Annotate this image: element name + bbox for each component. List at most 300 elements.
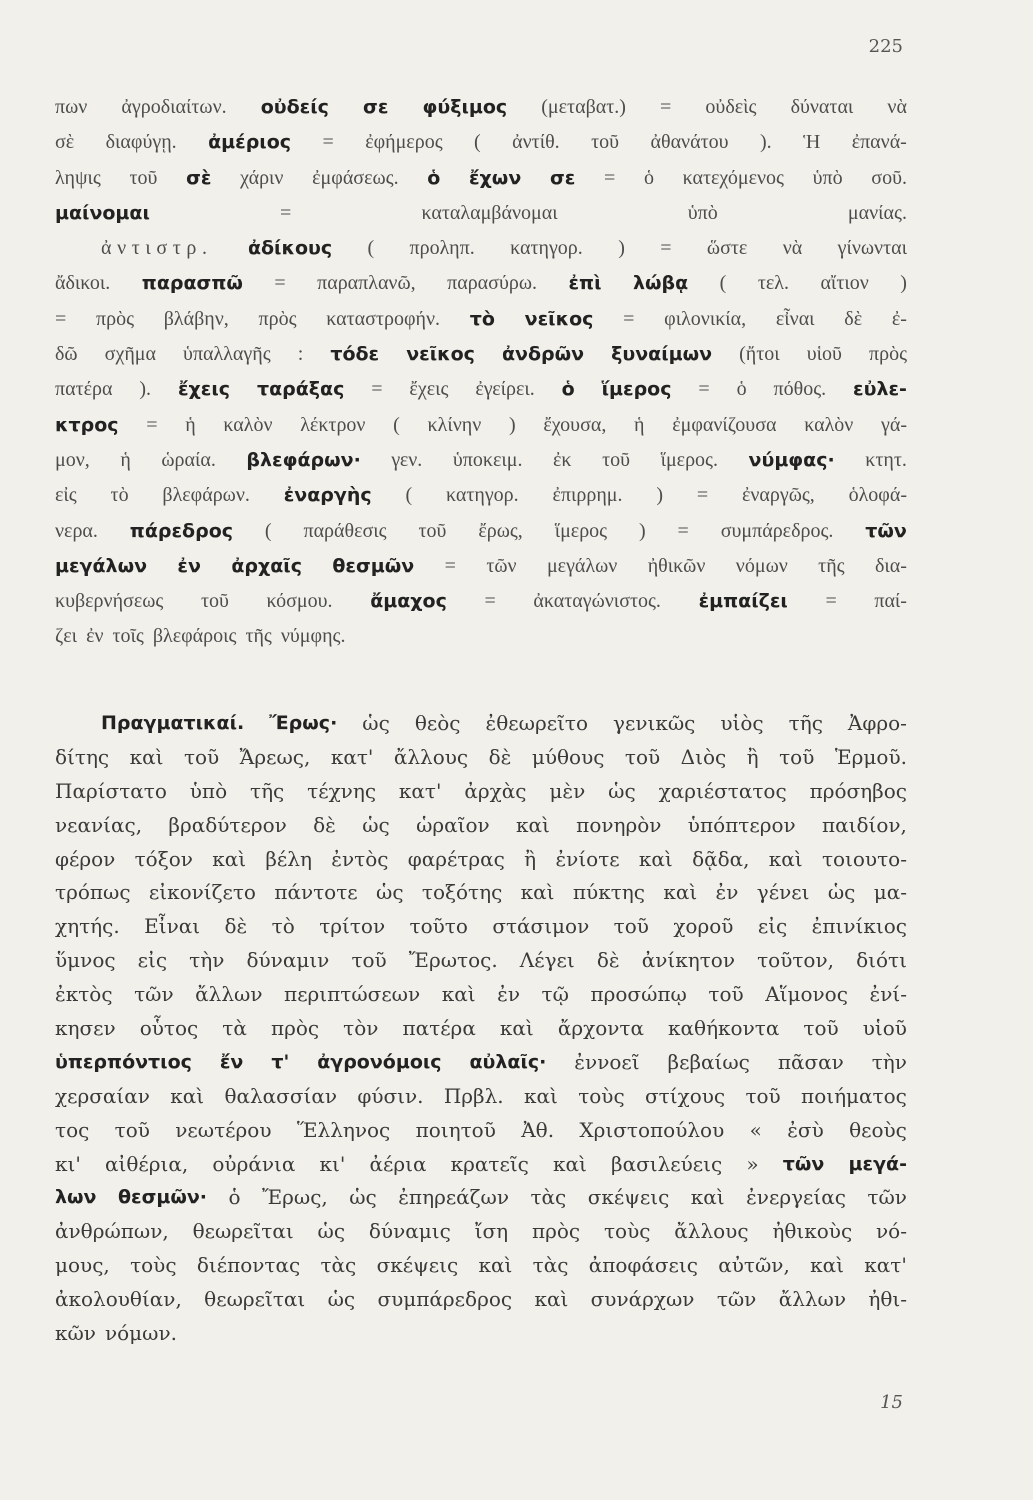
word: τοῦ bbox=[114, 1117, 150, 1142]
word: ἠθικοὺς bbox=[772, 1219, 853, 1244]
word: βραδύτερον bbox=[168, 812, 287, 837]
word: φέρον bbox=[55, 846, 116, 871]
word: τοῦ bbox=[351, 948, 387, 973]
lemma-word: ἵμερος bbox=[601, 378, 672, 401]
word: ἐμφάσεως. bbox=[312, 166, 399, 189]
word: ὡραία. bbox=[161, 448, 216, 471]
main-text-line bbox=[55, 910, 907, 944]
word: ( bbox=[264, 519, 272, 542]
word: καλὸν bbox=[223, 413, 273, 436]
commentary-line bbox=[55, 90, 907, 125]
word: κτητ. bbox=[865, 448, 907, 471]
word: ὑπαλλαγῆς bbox=[183, 343, 271, 366]
word: ἔρως, bbox=[478, 519, 523, 542]
main-text-line bbox=[55, 944, 907, 978]
word: χάριν bbox=[240, 166, 284, 189]
word: καὶ bbox=[534, 1287, 569, 1312]
lemma-word: ἀμέριος bbox=[208, 131, 292, 154]
word: τοῦ bbox=[200, 590, 229, 613]
word: βλεφάροις bbox=[152, 625, 237, 648]
main-text-line bbox=[55, 1249, 907, 1283]
word: ἡ bbox=[185, 413, 196, 436]
word: δὲ bbox=[488, 744, 512, 769]
word: ἄλλους bbox=[674, 1219, 749, 1244]
word: πρὸς bbox=[531, 1219, 581, 1244]
word: Λέγει bbox=[519, 948, 575, 973]
word: αὐτῶν, bbox=[718, 1253, 790, 1278]
commentary-line bbox=[55, 196, 907, 231]
lemma-word: ταράξας bbox=[256, 378, 345, 401]
word: παιδίον, bbox=[821, 812, 907, 837]
lemma-word: πάρεδρος bbox=[129, 519, 234, 542]
word: βέλη bbox=[265, 846, 312, 871]
commentary-line bbox=[55, 125, 907, 160]
word: τὸ bbox=[271, 914, 295, 939]
word: τῶν bbox=[134, 982, 174, 1007]
word: ὑπὸ bbox=[812, 166, 843, 189]
word: γένει bbox=[756, 880, 810, 905]
word: ἐννοεῖ bbox=[574, 1049, 640, 1074]
lemma-word: ἄμαχος bbox=[370, 590, 447, 613]
word: (μεταβατ.) bbox=[541, 96, 626, 118]
word: ἐπηρεάζων bbox=[398, 1185, 509, 1210]
word: Εἶναι bbox=[144, 914, 201, 939]
word: καὶ bbox=[553, 1151, 587, 1176]
word: γίνωνται bbox=[837, 237, 907, 260]
lemma-word: τῶν bbox=[782, 1152, 825, 1175]
word: μους, bbox=[55, 1253, 110, 1278]
word: μὲν bbox=[549, 778, 586, 803]
word: ἀκολουθίαν, bbox=[55, 1287, 182, 1312]
word: καὶ bbox=[520, 880, 555, 905]
word: τὰς bbox=[530, 1185, 567, 1210]
word: μανίας. bbox=[847, 201, 907, 224]
lemma-word: σὲ bbox=[186, 166, 212, 189]
word: τρόπως bbox=[55, 880, 131, 905]
word: ὑπὸ bbox=[189, 778, 228, 803]
word: πατέρα bbox=[55, 378, 113, 401]
word: καὶ bbox=[690, 1185, 725, 1210]
word: τοῦ bbox=[745, 1083, 781, 1108]
word: ἐνί- bbox=[869, 982, 907, 1007]
word: ). bbox=[759, 131, 772, 154]
word: δῶ bbox=[55, 343, 78, 366]
lemma-word: ἀρχαῖς bbox=[231, 554, 302, 577]
word: = bbox=[322, 131, 334, 154]
lemma-word: ἐπὶ bbox=[568, 272, 602, 295]
lemma-word: νύμφας· bbox=[748, 448, 835, 471]
word: ἐσὺ bbox=[787, 1117, 824, 1142]
word: αἰθέρια, bbox=[105, 1151, 189, 1176]
lemma-word: νεῖκος bbox=[406, 343, 475, 366]
word: Ἀθ. bbox=[521, 1117, 555, 1142]
word: ἄρχοντα bbox=[557, 1016, 644, 1041]
lemma-word: παρασπῶ bbox=[141, 272, 243, 295]
commentary-line bbox=[55, 231, 907, 266]
word: = bbox=[623, 307, 635, 330]
word: ὁ bbox=[643, 166, 654, 189]
word: ἀντιστρ. bbox=[101, 237, 213, 260]
lemma-word: ἀδίκους bbox=[247, 237, 333, 260]
word: ἐφήμερος bbox=[365, 131, 443, 154]
word: χαριέστατος bbox=[658, 778, 787, 803]
commentary-line bbox=[55, 514, 907, 549]
word: = bbox=[825, 590, 837, 613]
word: ἢ bbox=[746, 744, 759, 769]
word: ἀθανάτου bbox=[650, 131, 729, 154]
commentary-line bbox=[55, 266, 907, 301]
word: τοὺς bbox=[130, 1253, 177, 1278]
word: ἐντὸς bbox=[331, 846, 389, 871]
commentary-line bbox=[55, 619, 907, 654]
word: παί- bbox=[874, 590, 907, 613]
word: κατηγορ. bbox=[510, 237, 583, 260]
word: πᾶσαν bbox=[777, 1049, 844, 1074]
word: κατηγορ. bbox=[445, 484, 519, 507]
word: καταλαμβάνομαι bbox=[421, 201, 558, 224]
commentary-line bbox=[55, 302, 907, 337]
lemma-word: μαίνομαι bbox=[55, 201, 150, 224]
word: περιπτώσεων bbox=[284, 982, 421, 1007]
lemma-word: τόδε bbox=[330, 343, 380, 366]
word: πων bbox=[55, 96, 88, 118]
main-text-line bbox=[55, 1317, 907, 1351]
word: ἐγείρει. bbox=[475, 378, 535, 401]
word: ἄλλων bbox=[195, 982, 263, 1007]
word: = bbox=[603, 166, 616, 189]
lemma-word: σε bbox=[549, 166, 576, 189]
word: ἵμερος. bbox=[660, 448, 718, 471]
word: πονηρὸν bbox=[576, 812, 662, 837]
word: καὶ bbox=[129, 744, 164, 769]
word: ὡς bbox=[362, 812, 390, 837]
word: τὰς bbox=[532, 1253, 569, 1278]
word: ὑπόπτερον bbox=[687, 812, 796, 837]
word: ) bbox=[508, 413, 516, 436]
word: πύκτης bbox=[572, 880, 645, 905]
lemma-word: ὁ bbox=[561, 378, 575, 401]
word: κατ' bbox=[330, 744, 374, 769]
word: ὁ bbox=[228, 1185, 241, 1210]
word: = bbox=[660, 96, 672, 118]
word: λέκτρον bbox=[300, 413, 366, 436]
word: καὶ bbox=[499, 1016, 534, 1041]
word: ὡς bbox=[608, 778, 636, 803]
word: (ἤτοι bbox=[739, 343, 780, 366]
word: σκέψεις bbox=[587, 1185, 670, 1210]
word: σκέψεις bbox=[376, 1253, 459, 1278]
word: μύθους bbox=[531, 744, 605, 769]
word: πρὸς bbox=[869, 343, 907, 366]
word: τοξότης bbox=[421, 880, 503, 905]
word: εἰς bbox=[55, 484, 77, 507]
word: θεωρεῖται bbox=[204, 1287, 306, 1312]
word: δύναται bbox=[790, 96, 854, 118]
word: ἴση bbox=[474, 1219, 509, 1244]
page-number: 225 bbox=[868, 36, 903, 57]
word: « bbox=[749, 1117, 762, 1142]
word: τῆς bbox=[245, 625, 272, 648]
word: ἔχεις bbox=[409, 378, 449, 401]
word: συνάρχων bbox=[590, 1287, 695, 1312]
word: = bbox=[484, 590, 496, 613]
word: ἄλλων bbox=[778, 1287, 847, 1312]
lemma-word: μεγάλων bbox=[55, 554, 148, 577]
main-text-line bbox=[55, 1080, 907, 1114]
word: δὲ bbox=[313, 812, 336, 837]
main-text-line bbox=[55, 978, 907, 1012]
word: ὁλοφά- bbox=[848, 484, 907, 507]
word: τοῦ bbox=[602, 448, 631, 471]
word: Ἑρμοῦ. bbox=[834, 744, 907, 769]
lemma-word: φύξιμος bbox=[422, 96, 508, 118]
lemma-word: οὐδείς bbox=[260, 96, 329, 118]
word: γεν. bbox=[391, 448, 423, 471]
word: Ἄρεως, bbox=[239, 744, 311, 769]
word: τῶν bbox=[867, 1185, 907, 1210]
word: εἰκονίζετο bbox=[148, 880, 256, 905]
word: = bbox=[444, 554, 456, 577]
word: στίχους bbox=[645, 1083, 726, 1108]
word: ἐναργῶς, bbox=[741, 484, 815, 507]
word: ). bbox=[139, 378, 152, 401]
word: = bbox=[274, 272, 286, 295]
word: βλάβην, bbox=[163, 307, 229, 330]
word: τοὺς bbox=[603, 1219, 651, 1244]
word: καθήκοντα bbox=[668, 1016, 780, 1041]
word: μα- bbox=[873, 880, 907, 905]
word: οὗτος bbox=[139, 1016, 199, 1041]
lemma-word: ξυναίμων bbox=[611, 343, 713, 366]
main-text-line bbox=[55, 1114, 907, 1148]
commentary-section bbox=[55, 90, 907, 655]
word: = bbox=[677, 519, 689, 542]
lemma-word: λώβᾳ bbox=[632, 272, 689, 295]
main-text-line bbox=[55, 775, 907, 809]
word: = bbox=[698, 378, 710, 401]
lemma-word: βλεφάρων· bbox=[246, 448, 361, 471]
word: κησεν bbox=[55, 1016, 116, 1041]
word: καὶ bbox=[638, 846, 673, 871]
word: ἐ- bbox=[891, 307, 907, 330]
word: εἰς bbox=[137, 948, 168, 973]
word: τοῦ bbox=[624, 744, 661, 769]
word: ἀντίθ. bbox=[512, 131, 560, 154]
word: ἀγροδιαίτων. bbox=[121, 96, 227, 118]
lemma-word: ἔν bbox=[219, 1050, 244, 1073]
word: ) bbox=[656, 484, 664, 507]
word: ἐκ bbox=[553, 448, 572, 471]
word: τὴν bbox=[189, 948, 225, 973]
word: βεβαίως bbox=[667, 1049, 750, 1074]
word: = bbox=[280, 201, 292, 224]
word: τρίτον bbox=[319, 914, 386, 939]
word: κρατεῖς bbox=[450, 1151, 529, 1176]
main-text-line bbox=[55, 707, 907, 741]
word: νύμφης. bbox=[280, 625, 346, 648]
word: Ἕλληνος bbox=[296, 1117, 391, 1142]
word: ἠθι- bbox=[868, 1287, 907, 1312]
main-text-line bbox=[55, 1283, 907, 1317]
commentary-line bbox=[55, 408, 907, 443]
word: » bbox=[746, 1151, 759, 1176]
word: εἰς bbox=[757, 914, 788, 939]
word: διέποντας bbox=[196, 1253, 301, 1278]
word: : bbox=[297, 343, 304, 366]
word: θεὸς bbox=[414, 711, 461, 735]
commentary-line bbox=[55, 549, 907, 584]
word: ἀρχὰς bbox=[464, 778, 527, 803]
word: δύναμις bbox=[368, 1219, 451, 1244]
main-text-line bbox=[55, 1148, 907, 1182]
word: κι' bbox=[55, 1151, 81, 1176]
commentary-line bbox=[55, 337, 907, 372]
word: πρὸς bbox=[270, 1016, 320, 1041]
word: ἐπανά- bbox=[851, 131, 907, 154]
main-text-line bbox=[55, 843, 907, 877]
word: πόθος. bbox=[773, 378, 827, 401]
word: ( bbox=[474, 131, 481, 154]
word: ὡς bbox=[827, 880, 856, 905]
word: ὡς bbox=[376, 880, 404, 905]
commentary-line bbox=[55, 443, 907, 478]
word: ἐπιρρημ. bbox=[552, 484, 623, 507]
word: = bbox=[146, 413, 158, 436]
word: οὐδεὶς bbox=[705, 96, 757, 118]
word: στάσιμον bbox=[492, 914, 590, 939]
word: χοροῦ bbox=[673, 914, 734, 939]
word: συμπάρεδρος. bbox=[720, 519, 834, 542]
word: καταστροφήν. bbox=[326, 307, 440, 330]
word: ἐμφανίζουσα bbox=[672, 413, 777, 436]
word: ἡ bbox=[634, 413, 645, 436]
word: τὰς bbox=[320, 1253, 357, 1278]
word: θεοὺς bbox=[849, 1117, 907, 1142]
word: φιλονικία, bbox=[664, 307, 747, 330]
word: ἐπινίκιος bbox=[811, 914, 907, 939]
word: ἡ bbox=[120, 448, 131, 471]
word: εἶναι bbox=[775, 307, 815, 330]
word: θαλασσίαν bbox=[224, 1083, 337, 1108]
lemma-word: ἐμπαίζει bbox=[698, 590, 788, 613]
word: ) bbox=[638, 519, 646, 542]
word: κι' bbox=[319, 1151, 346, 1176]
word: = bbox=[660, 237, 672, 260]
word: ἄλλους bbox=[393, 744, 469, 769]
commentary-line bbox=[55, 161, 907, 196]
word: ὡς bbox=[362, 711, 390, 735]
word: ποιήματος bbox=[801, 1083, 907, 1108]
word: δᾷδα, bbox=[692, 846, 750, 871]
word: τοῦ bbox=[779, 744, 815, 769]
word: ἐνίοτε bbox=[555, 846, 620, 871]
word: ἄδικοι. bbox=[55, 272, 111, 295]
word: ὡς bbox=[317, 1219, 346, 1244]
main-text-line bbox=[55, 1215, 907, 1249]
word: ( bbox=[719, 272, 727, 295]
lemma-word: Πραγματικαί. bbox=[101, 712, 245, 734]
lemma-word: νεῖκος bbox=[524, 307, 594, 330]
word: συμπάρεδρος bbox=[377, 1287, 513, 1312]
word: δίτης bbox=[55, 744, 110, 769]
word: ἐν bbox=[86, 625, 104, 648]
word: κῶν bbox=[55, 1321, 96, 1346]
word: τοιουτο- bbox=[821, 846, 907, 871]
word: Ἔρωτος. bbox=[408, 948, 498, 973]
word: χερσαίαν bbox=[55, 1083, 150, 1108]
lemma-word: αὐλαῖς· bbox=[469, 1050, 547, 1073]
word: προληπ. bbox=[409, 237, 475, 260]
word: καὶ bbox=[170, 1083, 205, 1108]
lemma-word: θεσμῶν· bbox=[117, 1186, 208, 1209]
word: ὥστε bbox=[706, 237, 748, 260]
word: Χριστοπούλου bbox=[579, 1117, 725, 1142]
lemma-word: μεγά- bbox=[848, 1152, 907, 1175]
word: καὶ bbox=[478, 1253, 513, 1278]
word: τῷ bbox=[541, 982, 569, 1007]
word: τοῦτον, bbox=[757, 948, 834, 973]
word: δὲ bbox=[844, 307, 863, 330]
main-text-line bbox=[55, 1046, 907, 1080]
signature-mark: 15 bbox=[880, 1392, 903, 1413]
word: φύσιν. bbox=[357, 1083, 424, 1108]
word: καλὸν bbox=[804, 413, 854, 436]
word: τος bbox=[55, 1117, 90, 1142]
word: τοὺς bbox=[578, 1083, 625, 1108]
lemma-word: ὁ bbox=[427, 166, 441, 189]
word: τοῦ bbox=[803, 1016, 839, 1041]
lemma-word: ἐν bbox=[177, 554, 201, 577]
lemma-word: τ' bbox=[271, 1050, 290, 1073]
word: πρὸς bbox=[258, 307, 297, 330]
word: ὁ bbox=[736, 378, 747, 401]
word: νόμων bbox=[735, 554, 788, 577]
word: ἀποφάσεις bbox=[588, 1253, 698, 1278]
word: ὡς bbox=[349, 1185, 377, 1210]
word: ἠθικῶν bbox=[647, 554, 706, 577]
word: τὸ bbox=[110, 484, 129, 507]
word: νὰ bbox=[782, 237, 803, 260]
word: ἐνεργείας bbox=[746, 1185, 846, 1210]
word: Παρίστατο bbox=[55, 778, 167, 803]
word: διότι bbox=[856, 948, 907, 973]
word: Πρβλ. bbox=[443, 1083, 504, 1108]
word: νὰ bbox=[887, 96, 907, 118]
word: ὡραῖον bbox=[416, 812, 490, 837]
word: αἴτιον bbox=[820, 272, 869, 295]
word: Διὸς bbox=[680, 744, 727, 769]
word: ἐν bbox=[715, 880, 739, 905]
word: τοῦ bbox=[129, 166, 158, 189]
word: κατ' bbox=[398, 778, 442, 803]
commentary-line bbox=[55, 478, 907, 513]
word: ἀνθρώπων, bbox=[55, 1219, 169, 1244]
word: Ἡ bbox=[803, 131, 821, 154]
word: ἔχουσα, bbox=[543, 413, 607, 436]
lemma-word: κτρος bbox=[55, 413, 119, 436]
lemma-word: ὑπερπόντιος bbox=[55, 1050, 192, 1073]
word: παρασύρω. bbox=[447, 272, 537, 295]
word: θεωρεῖται bbox=[192, 1219, 294, 1244]
word: καὶ bbox=[516, 812, 550, 837]
word: νόμων. bbox=[104, 1321, 177, 1346]
word: ( bbox=[405, 484, 413, 507]
commentary-line bbox=[55, 372, 907, 407]
word: ἀέρια bbox=[369, 1151, 427, 1176]
word: καὶ bbox=[524, 1083, 558, 1108]
word: βλεφάρων. bbox=[162, 484, 250, 507]
word: ποιητοῦ bbox=[415, 1117, 496, 1142]
